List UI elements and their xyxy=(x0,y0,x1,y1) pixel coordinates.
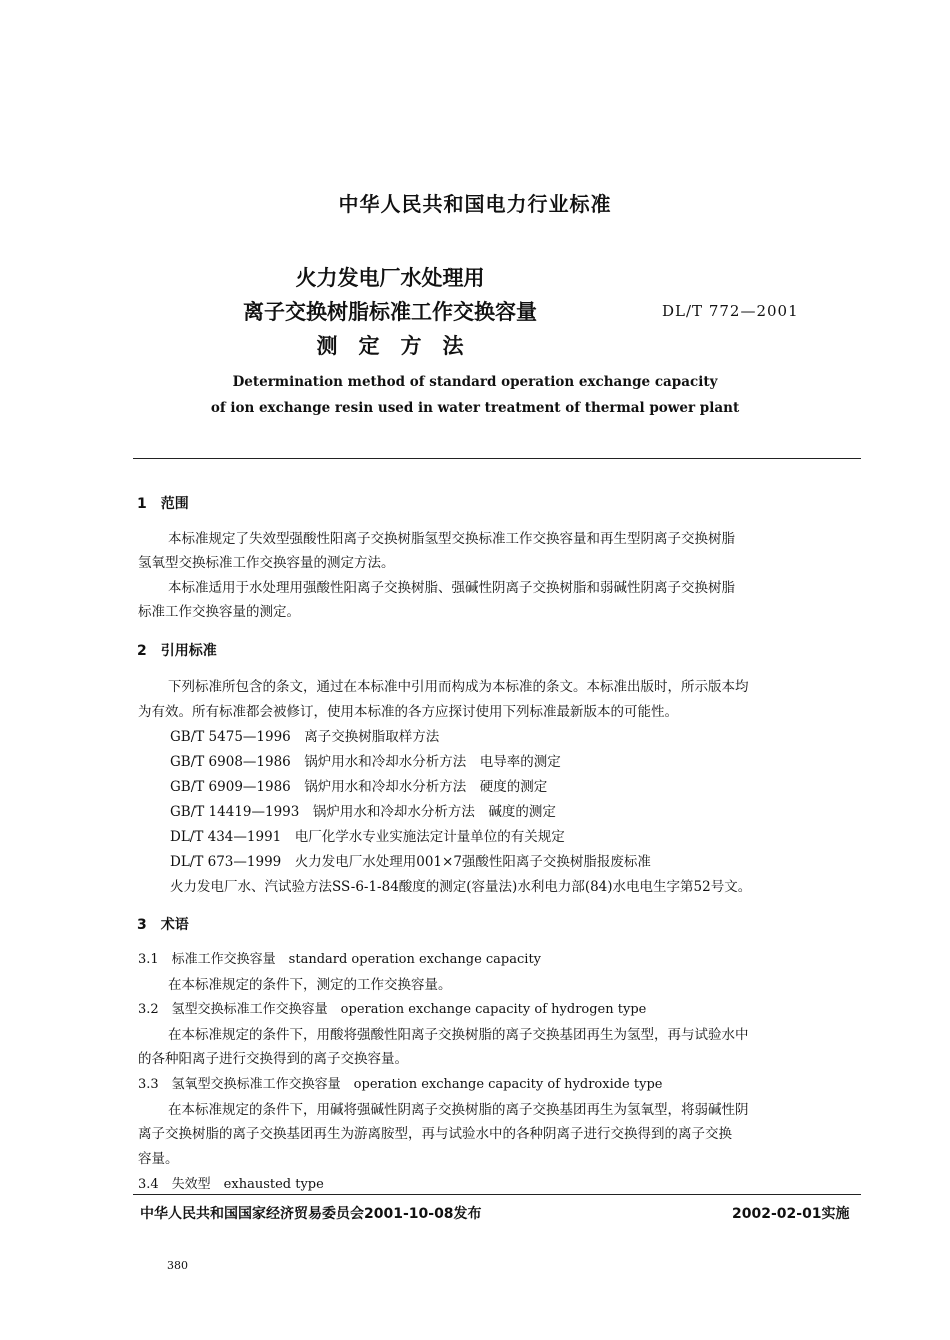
reference-item: 火力发电厂水、汽试验方法SS-6-1-84酸度的测定(容量法)水利电力部(84)水电电生字第52号文。 xyxy=(170,879,752,895)
reference-item: GB/T 14419—1993 锅炉用水和冷却水分析方法 碱度的测定 xyxy=(170,804,556,820)
title-line-2: 离子交换树脂标准工作交换容量 xyxy=(243,300,537,324)
title-line-3: 测 定 方 法 xyxy=(316,334,464,358)
term-3-2-definition-line-2: 的各种阳离子进行交换得到的离子交换容量。 xyxy=(138,1051,408,1067)
standard-number: DL/T 772—2001 xyxy=(662,302,799,320)
term-3-1-definition: 在本标准规定的条件下，测定的工作交换容量。 xyxy=(168,977,452,993)
section-1-para-1-line-2: 氢氧型交换标准工作交换容量的测定方法。 xyxy=(138,555,395,571)
english-title-line-1: Determination method of standard operation exchange capacity xyxy=(232,374,718,390)
reference-item: DL/T 673—1999 火力发电厂水处理用001×7强酸性阳离子交换树脂报废标准 xyxy=(170,854,651,870)
section-1-para-2-line-2: 标准工作交换容量的测定。 xyxy=(138,604,300,620)
footer-divider xyxy=(133,1194,861,1195)
section-2-para-line-1: 下列标准所包含的条文，通过在本标准中引用而构成为本标准的条文。本标准出版时，所示版本均 xyxy=(168,679,749,695)
english-title-line-2: of ion exchange resin used in water treatment of thermal power plant xyxy=(210,400,740,416)
section-1-heading: 1 范围 xyxy=(137,496,189,512)
term-3-4-heading: 3.4 失效型 exhausted type xyxy=(138,1177,324,1192)
section-2-para-line-2: 为有效。所有标准都会被修订，使用本标准的各方应探讨使用下列标准最新版本的可能性。 xyxy=(138,704,678,720)
reference-item: GB/T 6909—1986 锅炉用水和冷却水分析方法 硬度的测定 xyxy=(170,779,548,795)
section-2-heading: 2 引用标准 xyxy=(137,643,217,659)
term-3-3-heading: 3.3 氢氧型交换标准工作交换容量 operation exchange capacity of hydroxide type xyxy=(138,1077,663,1092)
term-3-1-heading: 3.1 标准工作交换容量 standard operation exchange capacity xyxy=(138,952,542,967)
issuing-authority-header: 中华人民共和国电力行业标准 xyxy=(338,192,612,216)
term-3-3-definition-line-3: 容量。 xyxy=(138,1151,179,1167)
issue-date-statement: 中华人民共和国国家经济贸易委员会2001-10-08发布 xyxy=(140,1206,482,1222)
term-3-3-definition-line-2: 离子交换树脂的离子交换基团再生为游离胺型，再与试验水中的各种阴离子进行交换得到的离子交换 xyxy=(138,1126,732,1142)
reference-item: DL/T 434—1991 电厂化学水专业实施法定计量单位的有关规定 xyxy=(170,829,565,845)
reference-item: GB/T 5475—1996 离子交换树脂取样方法 xyxy=(170,729,440,745)
term-3-3-definition-line-1: 在本标准规定的条件下，用碱将强碱性阴离子交换树脂的离子交换基团再生为氢氧型，将弱碱性阴 xyxy=(168,1102,749,1118)
term-3-2-definition-line-1: 在本标准规定的条件下，用酸将强酸性阳离子交换树脂的离子交换基团再生为氢型，再与试验水中 xyxy=(168,1027,749,1043)
term-3-2-heading: 3.2 氢型交换标准工作交换容量 operation exchange capacity of hydrogen type xyxy=(138,1002,647,1017)
title-divider xyxy=(133,458,861,459)
section-1-para-1-line-1: 本标准规定了失效型强酸性阳离子交换树脂氢型交换标准工作交换容量和再生型阴离子交换树脂 xyxy=(168,531,735,547)
section-3-heading: 3 术语 xyxy=(137,917,189,933)
reference-item: GB/T 6908—1986 锅炉用水和冷却水分析方法 电导率的测定 xyxy=(170,754,561,770)
section-1-para-2-line-1: 本标准适用于水处理用强酸性阳离子交换树脂、强碱性阴离子交换树脂和弱碱性阴离子交换树脂 xyxy=(168,580,735,596)
page-number: 380 xyxy=(167,1259,188,1272)
implementation-date: 2002-02-01实施 xyxy=(732,1206,850,1222)
title-line-1: 火力发电厂水处理用 xyxy=(295,266,485,290)
